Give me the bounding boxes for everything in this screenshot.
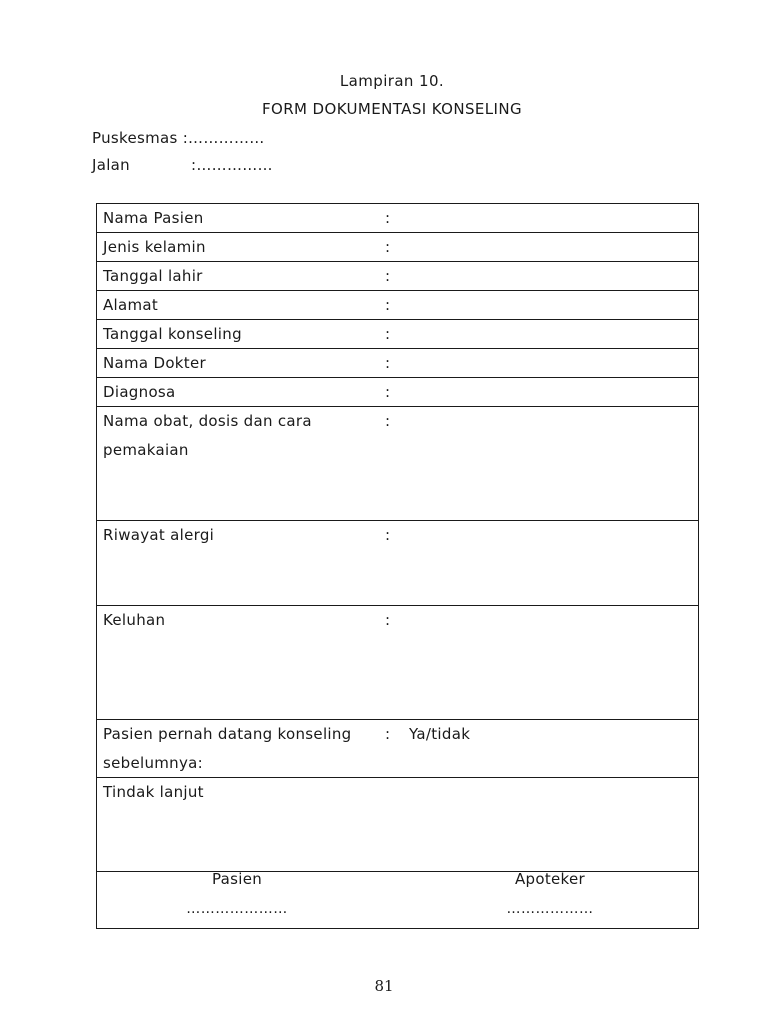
- form-row-diagnosa: [97, 378, 698, 407]
- jalan-line: [92, 156, 273, 174]
- row-label-line1: Nama obat, dosis dan cara: [103, 412, 312, 430]
- pharmacist-signature: [470, 872, 630, 920]
- row-label: Alamat: [103, 296, 159, 314]
- jalan-value: :……………: [191, 156, 273, 174]
- row-label-line2: pemakaian: [103, 441, 189, 459]
- row-label: Tindak lanjut: [103, 783, 204, 801]
- form-row-jenis-kelamin: [97, 233, 698, 262]
- pharmacist-signature-line: ………………: [506, 901, 594, 917]
- jalan-label: Jalan: [92, 156, 130, 174]
- row-colon: :: [385, 526, 391, 544]
- row-colon: :: [385, 354, 391, 372]
- form-row-alamat: [97, 291, 698, 320]
- puskesmas-value: :……………: [182, 129, 265, 147]
- signature-row: [97, 872, 698, 928]
- row-label: Tanggal konseling: [103, 325, 242, 343]
- row-label: Nama Pasien: [103, 209, 204, 227]
- row-label: Nama Dokter: [103, 354, 206, 372]
- pharmacist-signature-label: Apoteker: [514, 870, 586, 888]
- patient-signature: [157, 872, 317, 920]
- page-number: 81: [374, 977, 394, 995]
- row-colon: :: [385, 412, 391, 430]
- counseling-form-table: [96, 203, 699, 929]
- row-label: Diagnosa: [103, 383, 176, 401]
- row-label-line1: Pasien pernah datang konseling: [103, 725, 352, 743]
- row-colon: :: [385, 325, 391, 343]
- row-colon: :: [385, 267, 391, 285]
- row-colon: :: [385, 238, 391, 256]
- row-value: Ya/tidak: [409, 725, 471, 743]
- form-row-riwayat-alergi: [97, 521, 698, 606]
- row-label-line2: sebelumnya:: [103, 754, 204, 772]
- form-title: FORM DOKUMENTASI KONSELING: [261, 100, 523, 118]
- row-colon: :: [385, 296, 391, 314]
- form-row-tanggal-konseling: [97, 320, 698, 349]
- row-label: Tanggal lahir: [103, 267, 203, 285]
- form-row-obat-dosis: [97, 407, 698, 521]
- row-colon: :: [385, 611, 391, 629]
- form-row-konseling-sebelumnya: [97, 720, 698, 778]
- form-row-nama-dokter: [97, 349, 698, 378]
- puskesmas-line: [92, 129, 265, 147]
- patient-signature-line: …………………: [186, 901, 288, 917]
- row-label: Jenis kelamin: [103, 238, 206, 256]
- form-row-nama-pasien: [97, 204, 698, 233]
- row-label: Riwayat alergi: [103, 526, 215, 544]
- appendix-caption: Lampiran 10.: [339, 72, 445, 90]
- row-label: Keluhan: [103, 611, 166, 629]
- form-row-tindak-lanjut: [97, 778, 698, 872]
- row-label: [103, 720, 373, 778]
- row-colon: :: [385, 725, 391, 743]
- row-colon: :: [385, 209, 391, 227]
- form-row-tanggal-lahir: [97, 262, 698, 291]
- row-label: [103, 407, 373, 465]
- row-colon: :: [385, 383, 391, 401]
- form-row-keluhan: [97, 606, 698, 720]
- patient-signature-label: Pasien: [211, 870, 263, 888]
- puskesmas-label: Puskesmas: [92, 129, 178, 147]
